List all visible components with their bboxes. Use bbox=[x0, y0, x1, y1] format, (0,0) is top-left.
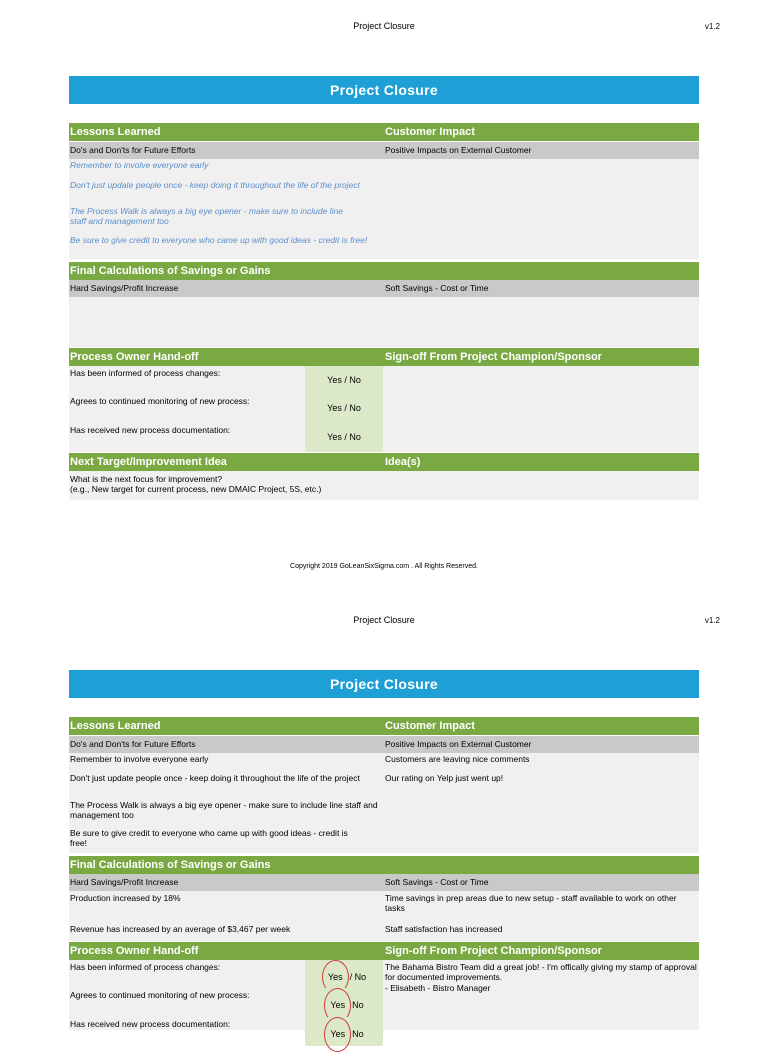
yes-no-field[interactable] bbox=[305, 988, 383, 1017]
hard-savings-label: Hard Savings/Profit Increase bbox=[70, 877, 179, 887]
yes-no-field[interactable]: Yes / No bbox=[305, 394, 383, 423]
dos-donts-label: Do's and Don'ts for Future Efforts bbox=[70, 739, 196, 749]
customer-impact-header: Customer Impact bbox=[385, 720, 475, 732]
version-label: v1.2 bbox=[704, 22, 720, 31]
lesson-item: Don't just update people once - keep doing it throughout the life of the project bbox=[70, 773, 360, 783]
page2-header bbox=[0, 615, 768, 629]
lesson-item: Remember to involve everyone early bbox=[70, 754, 209, 764]
final-calc-header: Final Calculations of Savings or Gains bbox=[69, 262, 699, 280]
lessons-learned-header: Lessons Learned bbox=[70, 126, 161, 138]
lesson-item: Remember to involve everyone early bbox=[70, 160, 209, 170]
soft-savings-label: Soft Savings - Cost or Time bbox=[385, 877, 489, 887]
customer-impact-header: Customer Impact bbox=[385, 126, 475, 138]
page-header-title: Project Closure bbox=[353, 615, 415, 625]
soft-savings-item: Time savings in prep areas due to new setup - staff available to work on other tasks bbox=[385, 893, 677, 913]
hard-savings-label: Hard Savings/Profit Increase bbox=[70, 283, 179, 293]
yes-no-field[interactable] bbox=[305, 1017, 383, 1046]
ideas-header: Idea(s) bbox=[385, 456, 421, 468]
lesson-item: The Process Walk is always a big eye opener - make sure to include line staff and management too bbox=[70, 206, 343, 226]
impact-item: Our rating on Yelp just went up! bbox=[385, 773, 504, 783]
signoff-text: The Bahama Bistro Team did a great job! - I'm offically giving my stamp of approval for documented improvements. bbox=[385, 962, 697, 982]
positive-impacts-label: Positive Impacts on External Customer bbox=[385, 145, 532, 155]
lesson-item: Be sure to give credit to everyone who came up with good ideas - credit is free! bbox=[70, 828, 348, 848]
savings-area bbox=[69, 297, 699, 347]
handoff-label: Has received new process documentation: bbox=[70, 425, 231, 435]
handoff-area bbox=[69, 366, 699, 452]
dos-donts-label: Do's and Don'ts for Future Efforts bbox=[70, 145, 196, 155]
page1-banner: Project Closure bbox=[69, 76, 699, 104]
handoff-label: Has been informed of process changes: bbox=[70, 368, 221, 378]
soft-savings-label: Soft Savings - Cost or Time bbox=[385, 283, 489, 293]
hard-savings-item: Revenue has increased by an average of $3,467 per week bbox=[70, 924, 291, 934]
no-option: / No bbox=[349, 972, 367, 982]
copyright-notice: Copyright 2019 GoLeanSixSigma.com . All Rights Reserved. bbox=[290, 563, 478, 570]
page2-banner: Project Closure bbox=[69, 670, 699, 698]
impact-item: Customers are leaving nice comments bbox=[385, 754, 530, 764]
yes-selected-circle: Yes bbox=[324, 988, 351, 1023]
signoff-signature: - Elisabeth - Bistro Manager bbox=[385, 983, 491, 993]
yes-no-field[interactable]: Yes / No bbox=[305, 423, 383, 452]
yes-selected-circle: Yes bbox=[324, 1017, 351, 1052]
lesson-item: Don't just update people once - keep doing it throughout the life of the project bbox=[70, 180, 360, 190]
page1-header bbox=[0, 21, 768, 35]
signoff-header: Sign-off From Project Champion/Sponsor bbox=[385, 351, 602, 363]
no-option: No bbox=[352, 1000, 364, 1010]
next-focus-example: (e.g., New target for current process, new DMAIC Project, 5S, etc.) bbox=[70, 484, 322, 494]
lesson-item: The Process Walk is always a big eye opener - make sure to include line staff and management too bbox=[70, 800, 378, 820]
process-owner-header: Process Owner Hand-off bbox=[70, 351, 199, 363]
lesson-item: Be sure to give credit to everyone who came up with good ideas - credit is free! bbox=[70, 235, 368, 245]
yes-no-field[interactable] bbox=[305, 960, 383, 988]
page-header-title: Project Closure bbox=[353, 21, 415, 31]
soft-savings-item: Staff satisfaction has increased bbox=[385, 924, 503, 934]
next-focus-question: What is the next focus for improvement? bbox=[70, 474, 223, 484]
hard-savings-item: Production increased by 18% bbox=[70, 893, 181, 903]
next-target-header: Next Target/Improvement Idea bbox=[70, 456, 227, 468]
yes-selected-circle: Yes bbox=[322, 960, 349, 994]
handoff-label: Has been informed of process changes: bbox=[70, 962, 221, 972]
positive-impacts-label: Positive Impacts on External Customer bbox=[385, 739, 532, 749]
handoff-label: Agrees to continued monitoring of new process: bbox=[70, 396, 250, 406]
signoff-header: Sign-off From Project Champion/Sponsor bbox=[385, 945, 602, 957]
no-option: No bbox=[352, 1029, 364, 1039]
handoff-label: Has received new process documentation: bbox=[70, 1019, 231, 1029]
handoff-label: Agrees to continued monitoring of new process: bbox=[70, 990, 250, 1000]
final-calc-header: Final Calculations of Savings or Gains bbox=[69, 856, 699, 874]
yes-no-field[interactable]: Yes / No bbox=[305, 366, 383, 394]
process-owner-header: Process Owner Hand-off bbox=[70, 945, 199, 957]
version-label: v1.2 bbox=[704, 616, 720, 625]
lessons-learned-header: Lessons Learned bbox=[70, 720, 161, 732]
